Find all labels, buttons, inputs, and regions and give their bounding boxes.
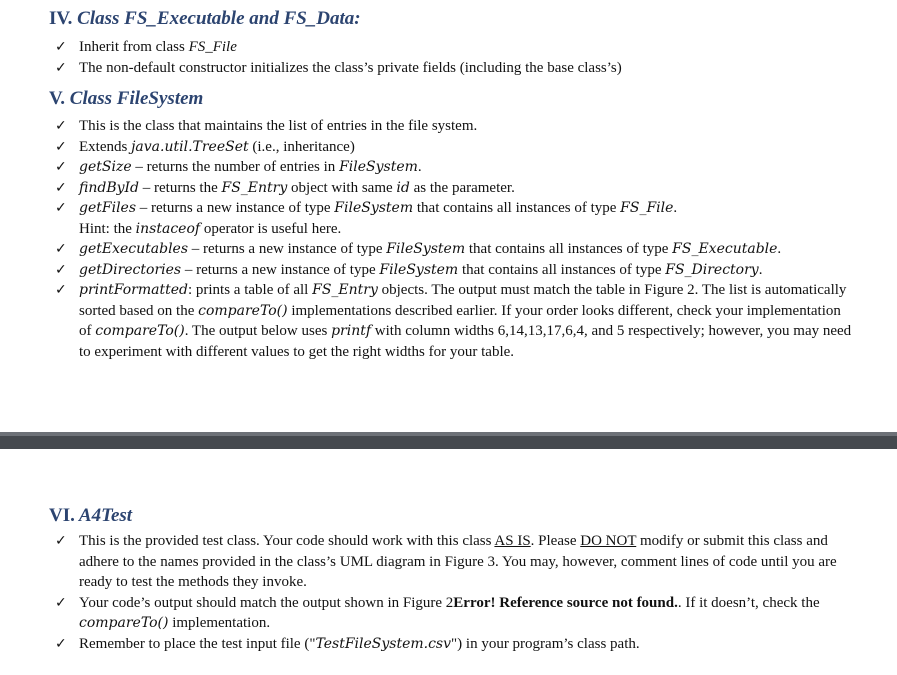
code-identifier: id [396, 179, 410, 196]
checkmark-icon: ✓ [55, 200, 67, 216]
section-iv-title: Class FS_Executable and FS_Data: [77, 8, 361, 29]
code-identifier: findById [79, 179, 140, 196]
code-identifier: FS_Executable [672, 241, 778, 257]
item-text: – returns a new instance of type [188, 241, 387, 257]
item-text: objects. The output must match the table in Figure 2. The list is automatically sorted based on the [79, 282, 847, 319]
checkmark-icon: ✓ [55, 533, 67, 549]
code-identifier: FileSystem [339, 159, 418, 175]
item-text: This is the class that maintains the list of entries in the file system. [79, 118, 478, 134]
list-item [55, 116, 855, 137]
code-identifier: getDirectories [79, 261, 182, 278]
section-v-number: V. [49, 88, 66, 109]
list-item [55, 634, 855, 655]
item-text: as the parameter. [409, 179, 515, 196]
code-identifier: java.util.TreeSet [131, 138, 249, 155]
code-identifier: TestFileSystem.csv [315, 635, 452, 652]
item-text: Remember to place the test input file (" [79, 635, 316, 652]
code-identifier: compareTo() [198, 302, 288, 319]
checkmark-icon: ✓ [55, 241, 67, 257]
section-iv-list [55, 37, 855, 78]
code-identifier: FileSystem [379, 261, 459, 278]
code-identifier: instaceof [135, 220, 201, 237]
checkmark-icon: ✓ [55, 179, 67, 196]
item-text: – returns a new instance of type [181, 261, 380, 278]
item-text: object with same [287, 179, 397, 196]
item-text: modify or submit this class and adhere to the names provided in the class’s UML diagram in Figure 3. You may, however, comment lines of code until you are ready to test the methods they invoke. [79, 533, 837, 590]
item-text: Inherit from class [79, 39, 189, 55]
page-divider [0, 432, 897, 449]
section-iv-heading [49, 8, 361, 30]
item-text: . The output below uses [184, 323, 332, 339]
item-text: Error! Reference source not found. [453, 594, 678, 611]
item-text: . [673, 200, 678, 216]
list-item [55, 198, 855, 239]
code-identifier: FileSystem [334, 200, 414, 216]
list-item [55, 280, 855, 362]
list-item [55, 178, 855, 199]
checkmark-icon: ✓ [55, 594, 67, 611]
item-text: DO NOT [580, 533, 637, 549]
list-item [55, 58, 855, 79]
section-iv-number: IV. [49, 8, 73, 29]
checkmark-icon: ✓ [55, 138, 67, 155]
item-text: AS IS [494, 533, 531, 549]
item-text: . If it doesn’t, check the [677, 594, 820, 611]
checkmark-icon: ✓ [55, 159, 67, 175]
list-item [55, 531, 855, 593]
item-text: that contains all instances of type [465, 241, 673, 257]
list-item [55, 137, 855, 158]
code-identifier: compareTo() [79, 615, 169, 631]
item-text: implementation. [168, 615, 271, 631]
checkmark-icon: ✓ [55, 282, 67, 298]
item-text: Hint: the [79, 220, 136, 237]
item-text: that contains all instances of type [413, 200, 621, 216]
code-identifier: FS_Entry [221, 179, 288, 196]
code-identifier: FileSystem [386, 241, 466, 257]
code-identifier: printFormatted [79, 282, 188, 298]
code-identifier: printf [331, 323, 372, 339]
item-text: The non-default constructor initializes the class’s private fields (including the base class’s) [79, 59, 622, 76]
code-identifier: FS_Entry [312, 282, 378, 298]
code-identifier: FS_Directory [665, 261, 759, 278]
item-text: . [777, 241, 782, 257]
checkmark-icon: ✓ [55, 39, 67, 55]
item-text: operator is useful here. [200, 220, 342, 237]
checkmark-icon: ✓ [55, 635, 67, 652]
code-identifier: getSize [79, 159, 132, 175]
item-text: . [417, 159, 422, 175]
section-v-title: Class FileSystem [69, 88, 204, 109]
code-identifier: FS_File [620, 200, 674, 216]
item-text: with column widths 6,14,13,17,6,4, and 5 respectively; however, you may need to experiment with different values to get the right widths for your table. [79, 323, 852, 360]
checkmark-icon: ✓ [55, 118, 67, 134]
code-identifier: getFiles [79, 200, 137, 216]
item-text: implementations described earlier. If your order looks different, check your implementation of [79, 302, 841, 339]
section-vi-number: VI. [49, 505, 75, 526]
item-text: . [758, 261, 763, 278]
list-item [55, 157, 855, 178]
item-text: This is the provided test class. Your code should work with this class [79, 533, 495, 549]
code-identifier: getExecutables [79, 241, 189, 257]
item-text: . Please [530, 533, 581, 549]
code-identifier: compareTo() [95, 323, 185, 339]
section-v-list [55, 116, 855, 362]
list-item [55, 260, 855, 281]
item-text: – returns the [139, 179, 222, 196]
item-text: ") in your program’s class path. [451, 635, 640, 652]
checkmark-icon: ✓ [55, 59, 67, 76]
checkmark-icon: ✓ [55, 261, 67, 278]
item-text: (i.e., inheritance) [248, 138, 355, 155]
section-vi-title: A4Test [78, 505, 133, 526]
item-text: – returns the number of entries in [131, 159, 340, 175]
item-text: that contains all instances of type [458, 261, 666, 278]
list-item [55, 37, 855, 58]
list-item [55, 593, 855, 634]
item-text: Your code’s output should match the output shown in Figure 2 [79, 594, 454, 611]
item-text: – returns a new instance of type [136, 200, 335, 216]
section-vi-heading [49, 505, 132, 527]
item-text: Extends [79, 138, 132, 155]
list-item [55, 239, 855, 260]
item-text: FS_File [188, 39, 237, 55]
item-text: : prints a table of all [187, 282, 313, 298]
section-vi-list [55, 531, 855, 654]
section-v-heading [49, 88, 203, 110]
